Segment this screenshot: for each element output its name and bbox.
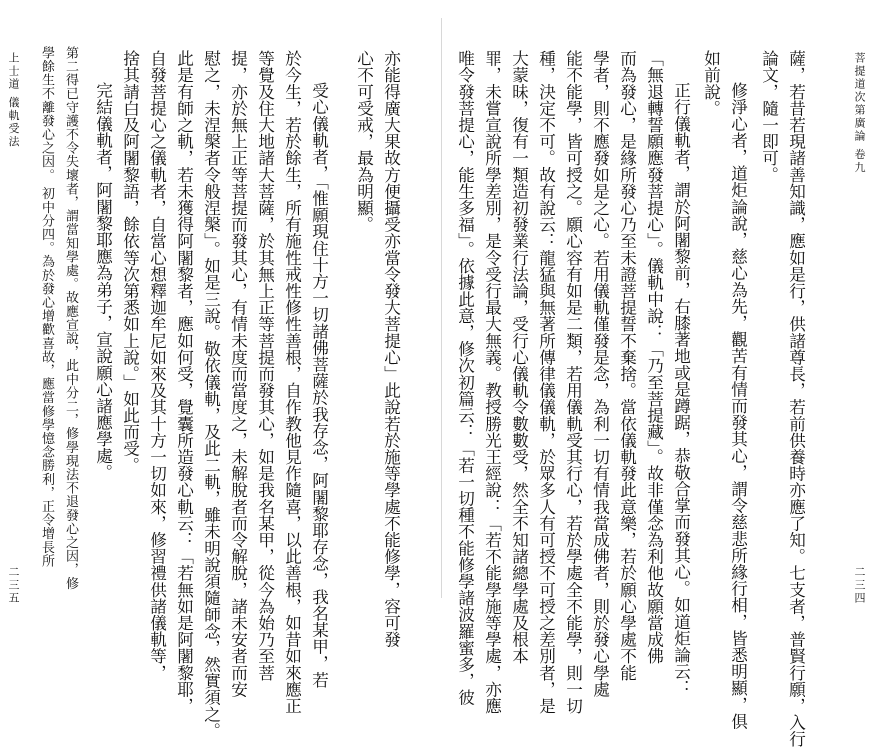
right-page <box>442 0 884 747</box>
text-column: 捨其請白及阿闍黎語，餘依等次第悉如上說。」如此而受。 <box>120 50 140 474</box>
text-column: 修淨心者，道炬論說，慈心為先，觀苦有情而發其心，謂令慈悲所緣行相，皆悉明顯，俱 <box>728 82 748 730</box>
text-column: 此是有師之軌，若未獲得阿闍黎者，應如何受，覺囊所造發心軌云：「若無如是阿闍黎耶， <box>174 50 194 714</box>
right-page-number: 二三四 <box>853 566 866 605</box>
text-column: 第二得已守護不令失壞者，謂當知學處。故應宣說，此中分二，修學現法不退發心之因，修 <box>63 46 78 590</box>
text-column: 學者，則不應發如是之心。若用儀軌僅發是念，為利一切有情我當成佛者，則於發心學處 <box>590 50 610 698</box>
text-column: 學餘生不離發心之因。 初中分四。為於發心增歡喜故，應當修學憶念勝利，正令增長所 <box>39 46 54 568</box>
text-column: 種，決定不可。故有說云：龍猛與無著所傳律儀儀軌，於眾多人有可授不可授之差別者，是 <box>536 50 556 714</box>
text-column: 亦能得廣大果故方便攝受亦當令發大菩提心」此說若於施等學處不能修學，容可發 <box>381 50 401 648</box>
text-column: 論文，隨一即可。 <box>759 50 779 183</box>
right-running-header: 菩提道次第廣論 卷九 <box>853 52 866 175</box>
text-column: 心不可受戒，最為明顯。 <box>354 50 374 233</box>
left-running-header: 上士道 儀軌受法 <box>7 52 20 149</box>
text-column: 等覺及住大地諸大菩薩，於其無上正等菩提而發其心，如是我名某甲，從今為始乃至菩 <box>255 50 275 681</box>
text-column: 受心儀軌者，「惟願現住十方一切諸佛菩薩於我存念，阿闍黎耶存念，我名某甲，若 <box>309 82 329 688</box>
text-column: 能不能學，皆可授之。願心容有如是二類，若用儀軌受其行心，若於學處全不能學，則一切 <box>563 50 583 714</box>
text-column: 於今生，若於餘生，所有施性戒性修性善根，自作教他見作隨喜，以此善根，如昔如來應正 <box>282 50 302 714</box>
left-page <box>0 0 442 739</box>
text-column: 「無退轉誓願應發菩提心」。儀軌中說：「乃至菩提藏」。故非僅念為利他故願當成佛 <box>644 50 664 665</box>
text-column: 大蒙昧，復有一類造初發業行法論，受行心儀軌令數數受，然全不知諸總學處及根本 <box>509 50 529 665</box>
text-column: 薩，若昔若現諸善知識，應如是行，供諸尊長，若前供養時亦應了知。七支者，普賢行願，入行 <box>786 50 806 747</box>
text-column: 如前說。 <box>701 50 721 117</box>
text-column: 唯令發菩提心，能生多福」。依據此意，修次初篇云：「若一切種不能修學諸波羅蜜多，彼 <box>455 50 475 706</box>
text-column: 提，亦於無上正等菩提而發其心，有情未度而當度之，未解脫者而令解脫，諸未安者而安 <box>228 50 248 698</box>
text-column: 正行儀軌者，謂於阿闍黎前，右膝著地或是蹲踞，恭敬合掌而發其心。如道炬論云： <box>671 82 691 697</box>
text-column: 罪，未嘗宣說所學差別，是令受行最大無義。教授勝光王經說：「若不能學施等學處，亦應 <box>482 50 502 714</box>
text-column: 完結儀軌者，阿闍黎耶應為弟子，宣說願心諸應學處。 <box>93 82 113 481</box>
text-column: 自發菩提心之儀軌者，自當心想釋迦牟尼如來及其十方一切如來，修習禮供諸儀軌等， <box>147 50 167 681</box>
left-page-number: 二三五 <box>7 566 20 605</box>
text-column: 而為發心，是緣所發心乃至未證菩提誓不棄捨。當依儀軌發此意樂，若於願心學處不能 <box>617 50 637 681</box>
text-column: 慰之，未涅槃者令般涅槃」。如是三說。敬依儀軌，及此二軌，雖未明說須隨師念，然實須之。 <box>201 50 221 739</box>
